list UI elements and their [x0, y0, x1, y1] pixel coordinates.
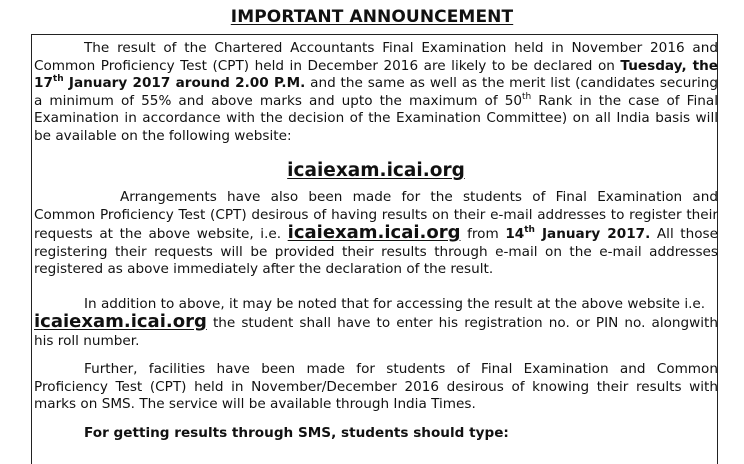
paragraph-access-instructions: In addition to above, it may be noted that for accessing the result at the above website i.e. icaiexam.icai.org the student shall have to enter his registration no. or PIN no. alongwith his roll number.	[34, 295, 718, 349]
website-link-inline[interactable]: icaiexam.icai.org	[287, 222, 461, 243]
announcement-body	[34, 40, 718, 442]
paragraph-sms-facility: Further, facilities have been made for students of Final Examination and Common Proficiency Test (CPT) held in November/December 2016 desirous of knowing their results with marks on SMS. The service will be available through India Times.	[34, 361, 718, 412]
paragraph-email-registration: Arrangements have also been made for the students of Final Examination and Common Proficiency Test (CPT) desirous of having results on their e-mail addresses to register their requests at the above website, i.e. icaiexam.icai.org from 14th January 2017. All those registering their requests will be provided their results through e-mail on the e-mail addresses registered as above immediately after the declaration of the result.	[34, 189, 719, 277]
website-heading	[34, 159, 718, 185]
page-title: IMPORTANT ANNOUNCEMENT	[230, 7, 514, 27]
paragraph-sms-instructions: For getting results through SMS, students should type:	[84, 424, 509, 441]
website-link[interactable]: icaiexam.icai.org	[287, 160, 465, 181]
registration-date: 14th January 2017.	[505, 225, 651, 242]
declaration-date: Tuesday, the 17th January 2017 around 2.00 P.M.	[34, 57, 718, 91]
paragraph-result-declaration: The result of the Chartered Accountants Final Examination held in November 2016 and Common Proficiency Test (CPT) held in December 2016 are likely to be declared on Tuesday, the 17th January 2017 around 2.00 P.M. and the same as well as the merit list (candidates securing a minimum of 55% and above marks and upto the maximum of 50th Rank in the case of Final Examination in accordance with the decision of the Examination Committee) on all India basis will be available on the following website:	[34, 40, 718, 144]
website-link-access[interactable]: icaiexam.icai.org	[34, 311, 207, 332]
